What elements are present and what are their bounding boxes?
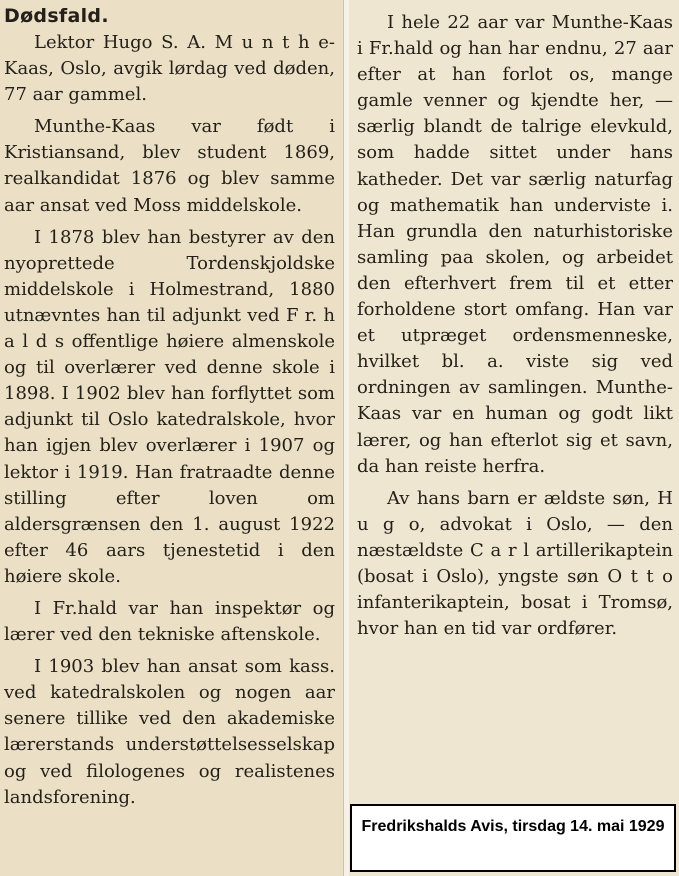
source-caption: Fredrikshalds Avis, tirsdag 14. mai 1929 [350,804,676,872]
paragraph: I 1878 blev han bestyrer av den nyoprettede Tordenskjoldske middelskole i Holmestrand, 1880 utnævntes han til adjunkt ved F r. h a l d s offentlige høiere almenskole og til overlærer ved denne skole i 1898. I 1902 blev han forflyttet som adjunkt til Oslo katedralskole, hvor han igjen blev overlærer i 1907 og lektor i 1919. Han fratraadte denne stilling efter loven om aldersgrænsen den 1. august 1922 efter 46 aars tjenestetid i den høiere skole. [4,226,335,587]
headline: Dødsfald. [4,5,109,27]
paragraph: I 1903 blev han ansat som kass. ved katedralskolen og nogen aar senere tillike ved den akademiske lærerstands understøttelsesselskap og ved filologenes og realistenes landsforening. [4,656,335,808]
paragraph: I Fr.hald var han inspektør og lærer ved den tekniske aftenskole. [4,597,335,646]
paragraph: Munthe-Kaas var født i Kristiansand, blev student 1869, realkandidat 1876 og blev samme aar ansat ved Moss middelskole. [4,116,335,216]
paragraph: Lektor Hugo S. A. M u n t h e-Kaas, Oslo, avgik lørdag ved døden, 77 aar gammel. [4,32,335,106]
right-column [349,0,679,876]
paragraph: I hele 22 aar var Munthe-Kaas i Fr.hald og han har endnu, 27 aar efter at han forlot os, mange gamle venner og kjendte her, — særlig blandt de talrige elevkuld, som hadde sittet under hans katheder. Det var særlig naturfag og mathematik han underviste i. Han grundla den naturhistoriske samling paa skolen, og arbeidet den efterhvert frem til et etter forholdene stort omfang. Han var et utpræget ordensmenneske, hvilket bl. a. viste sig ved ordningen av samlingen. Munthe-Kaas var en human og godt likt lærer, og han efterlot sig et savn, da han reiste herfra. [357,12,673,477]
paragraph: Av hans barn er ældste søn, H u g o, advokat i Oslo, — den næstældste C a r l artillerikaptein (bosat i Oslo), yngste søn O t t o infanterikaptein, bosat i Tromsø, hvor han en tid var ordfører. [357,487,673,640]
